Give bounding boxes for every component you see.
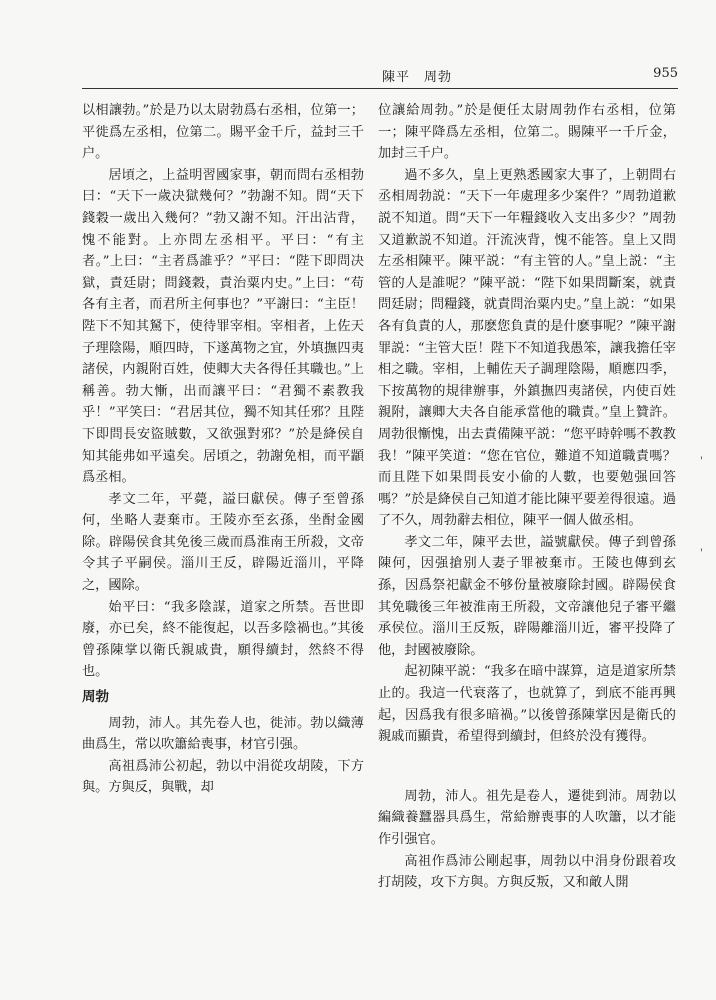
paragraph: 起初陳平説：“我多在暗中謀算，這是道家所禁止的。我這一代衰落了，也就算了，到底不能再興起，因爲我有很多暗禍。”以後曾孫陳掌因是衛氏的親戚而顯貴，希望得到續封，但終於没有獲得。 xyxy=(378,664,676,745)
paragraph: 高祖爲沛公初起，勃以中涓從攻胡陵，下方與。方與反，與戰，却 xyxy=(82,758,364,796)
paragraph: 孝文二年，陳平去世，謚號獻侯。傳子到曾孫陳何，因强搶别人妻子罪被棄市。王陵也傳到玄孫，因爲祭祀獻金不够份量被廢除封國。辟陽侯食其免職後三年被淮南王所殺，文帝讓他兒子審平繼承侯位。淄川王反叛，辟陽離淄川近，審平投降了他，封國被廢除。 xyxy=(378,534,676,658)
section-spacer xyxy=(378,748,676,786)
paragraph: 周勃，沛人。其先卷人也，徙沛。勃以織薄曲爲生，常以吹簫給喪事，材官引强。 xyxy=(82,715,364,753)
margin-mark-icon: ' xyxy=(700,548,703,559)
paragraph: 居頃之，上益明習國家事，朝而問右丞相勃曰：“天下一歲决獄幾何？”勃謝不知。問“天下錢穀一歲出入幾何？”勃又謝不知。汗出沾背，愧不能對。上亦問左丞相平。平曰：“有主者。”上曰：“主者爲誰乎？”平曰：“陛下即問决獄，責廷尉；問錢穀，責治粟内史。”上曰：“苟各有主者，而君所主何事也？”平謝曰：“主臣！陛下不知其駑下，使待罪宰相。宰相者，上佐天子理陰陽，順四時，下遂萬物之宜，外填撫四夷諸侯，内親附百姓，使卿大夫各得任其職也。”上稱善。勃大慚，出而讓平曰：“君獨不素教我乎！”平笑曰：“君居其位，獨不知其任邪？且陛下即問長安盜賊數，又欲强對邪？”於是絳侯自知其能弗如平遠矣。居頃之，勃謝免相，而平顓爲丞相。 xyxy=(82,167,364,486)
page-header xyxy=(82,64,678,86)
paragraph: 周勃，沛人。祖先是卷人，遷徙到沛。周勃以編織養蠶器具爲生，常給辦喪事的人吹簫，以才能作引强官。 xyxy=(378,788,676,847)
header-rule xyxy=(82,88,678,89)
paragraph: 位讓給周勃。”於是便任太尉周勃作右丞相，位第一；陳平降爲左丞相，位第二。賜陳平一千斤金，加封三千户。 xyxy=(378,103,676,162)
paragraph: 過不多久，皇上更熟悉國家大事了，上朝問右丞相周勃説：“天下一年處理多少案件？”周勃道歉説不知道。問“天下一年糧錢收入支出多少？”周勃又道歉説不知道。汗流浹背，愧不能答。皇上又問左丞相陳平。陳平説：“有主管的人。”皇上説：“主管的人是誰呢？”陳平説：“陛下如果問斷案，就責問廷尉；問糧錢，就責問治粟内史。”皇上説：“如果各有負責的人，那麽您負責的是什麽事呢？”陳平謝罪説：“主管大臣！陛下不知道我愚笨，讓我擔任宰相之職。宰相，上輔佐天子調理陰陽，順應四季，下按萬物的規律辦事，外鎮撫四夷諸侯，内使百姓親附，讓卿大夫各自能承當他的職責。”皇上贊許。周勃很慚愧，出去責備陳平説：“您平時幹嗎不教教我！”陳平笑道：“您在官位，難道不知道職責嗎？而且陛下如果問長安小偷的人數，也要勉强回答嗎？”於是絳侯自己知道才能比陳平要差得很遠。過了不久，周勃辭去相位，陳平一個人做丞相。 xyxy=(378,167,676,529)
original-text-column xyxy=(82,100,364,799)
page-number: 955 xyxy=(653,66,678,81)
paragraph: 孝文二年，平薨，謚曰獻侯。傳子至曾孫何，坐略人妻棄市。王陵亦至玄孫，坐酎金國除。辟陽侯食其免後三歲而爲淮南王所殺，文帝令其子平嗣侯。淄川王反，辟陽近淄川，平降之，國除。 xyxy=(82,491,364,594)
paragraph: 始平曰：“我多陰謀，道家之所禁。吾世即廢，亦已矣，終不能復起，以吾多陰禍也。”其後曾孫陳掌以衛氏親戚貴，願得續封，然終不得也。 xyxy=(82,599,364,680)
margin-mark-icon: ' xyxy=(700,456,703,467)
paragraph: 高祖作爲沛公剛起事，周勃以中涓身份跟着攻打胡陵，攻下方與。方與反叛，又和敵人開 xyxy=(378,853,676,891)
paragraph: 以相讓勃。”於是乃以太尉勃爲右丞相，位第一；平徙爲左丞相，位第二。賜平金千斤，益封三千户。 xyxy=(82,103,364,162)
translation-column xyxy=(378,100,676,894)
section-heading: 周勃 xyxy=(82,689,109,706)
running-title: 陳平 周勃 xyxy=(382,70,453,85)
